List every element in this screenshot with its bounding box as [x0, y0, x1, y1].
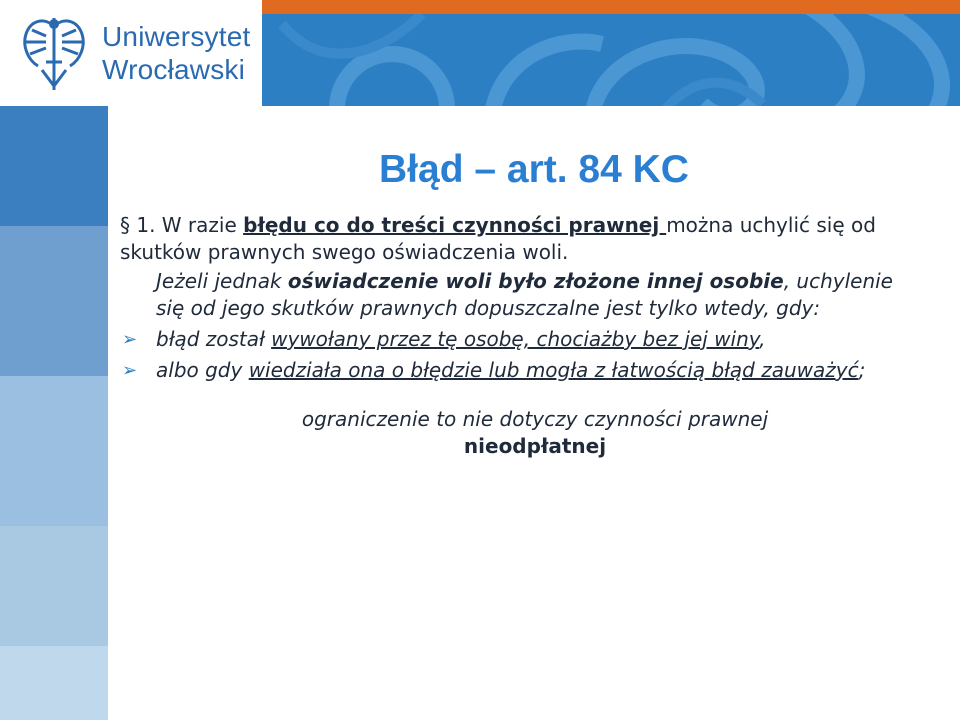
- slide-title: Błąd – art. 84 KC: [379, 148, 689, 191]
- logo-line-2: Wrocławski: [102, 54, 246, 85]
- eagle-crest-icon: [12, 12, 96, 96]
- closing-note-emphasis: nieodpłatnej: [463, 434, 607, 458]
- arrow-bullet-icon: ➢: [122, 329, 138, 350]
- p1-text-pre: § 1. W razie: [120, 213, 244, 237]
- logo-wordmark: [102, 20, 250, 86]
- paragraph-1: [120, 212, 910, 266]
- bullet-2-underlined: wiedziała ona o błędzie lub mogła z łatwością błąd zauważyć: [248, 358, 859, 382]
- list-item: [120, 357, 910, 384]
- bullet-1-pre: błąd został: [156, 327, 272, 351]
- p1-text-post: można uchylić się od skutków prawnych swego oświadczenia woli.: [120, 213, 876, 264]
- bullet-1-post: ,: [759, 327, 766, 351]
- logo-line-1: Uniwersytet: [102, 21, 251, 52]
- p2-text-pre: Jeżeli jednak: [156, 269, 288, 293]
- left-color-stripe: [0, 106, 108, 720]
- bullet-1-underlined: wywołany przez tę osobę, chociażby bez jej winy: [271, 327, 760, 351]
- list-item: [120, 326, 910, 353]
- p1-emphasis: błędu co do treści czynności prawnej: [243, 213, 667, 237]
- closing-note-line: ograniczenie to nie dotyczy czynności prawnej: [301, 407, 769, 431]
- p2-text-post: , uchylenie się od jego skutków prawnych dopuszczalne jest tylko wtedy, gdy:: [156, 269, 893, 320]
- paragraph-2: [156, 268, 910, 322]
- header-orange-bar: [262, 0, 960, 14]
- header-blue-band: [262, 14, 960, 106]
- slide-body: [120, 212, 910, 460]
- university-logo[interactable]: [0, 0, 262, 106]
- arrow-bullet-icon: ➢: [122, 360, 138, 381]
- closing-note: [160, 406, 910, 460]
- bullet-2-pre: albo gdy: [156, 358, 249, 382]
- p2-emphasis: oświadczenie woli było złożone innej osobie: [287, 269, 784, 293]
- bullet-2-post: ;: [858, 358, 866, 382]
- decorative-swirl: [262, 14, 960, 106]
